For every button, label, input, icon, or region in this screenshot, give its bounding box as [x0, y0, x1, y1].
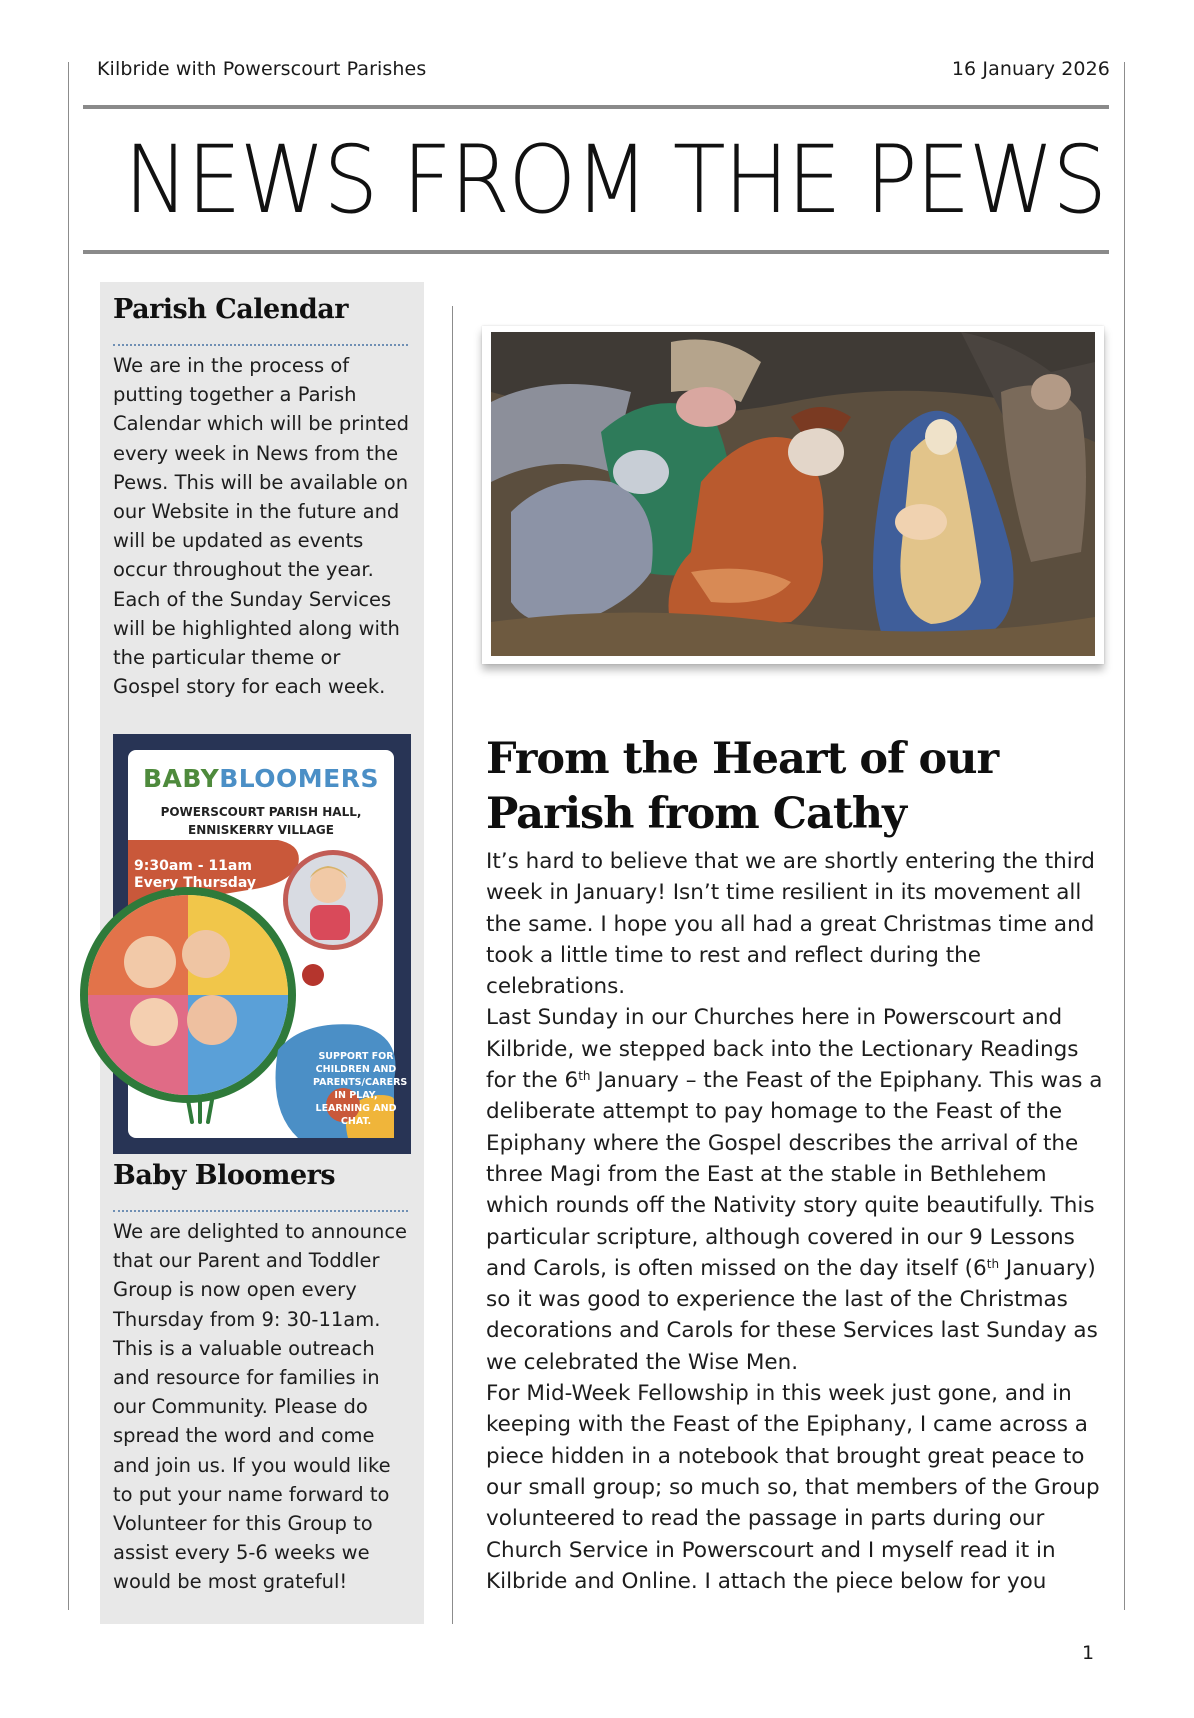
- poster-title-baby: BABY: [142, 764, 220, 793]
- article-paragraph-3: For Mid-Week Fellowship in this week just gone, and in keeping with the Feast of the Epiphany, I came across a piece hidden in a notebook that brought great peace to our small group; so much so, that members of the Group volunteered to read the passage in parts during our Church Service in Powerscourt and I myself read it in Kilbride and Online. I attach the piece below for you: [486, 1381, 1100, 1594]
- baby-face-1: [124, 936, 176, 988]
- nativity-painting-image: [491, 332, 1095, 656]
- calendar-heading: Parish Calendar: [113, 294, 348, 325]
- masthead-title: NEWS FROM THE PEWS: [124, 126, 1106, 235]
- article-paragraph-1: It’s hard to believe that we are shortly entering the third week in January! Isn’t time resilient in its movement all the same. I hope you all had a great Christmas time and took a little time to rest and reflect during the celebrations.: [486, 849, 1095, 1000]
- calendar-dotted-rule: [113, 344, 408, 346]
- epiphany-painting: [482, 326, 1104, 664]
- masthead-rule-bottom: [83, 250, 1109, 254]
- article-title: From the Heart of our Parish from Cathy: [486, 734, 999, 839]
- painting-child: [895, 504, 947, 540]
- poster-time: [134, 858, 256, 892]
- masthead-rule-top: [83, 105, 1109, 109]
- painting-orange-figure-head: [788, 428, 844, 476]
- page-edge-right: [1124, 62, 1125, 1610]
- painting-grey-figure-head: [613, 450, 669, 494]
- calendar-text: We are in the process of putting together a Parish Calendar which will be printed every week in News from the Pews. This will be available on our Website in the future and will be updated as events occur throughout the year. Each of the Sunday Services will be highlighted along with the particular theme or Gospel story for each week.: [113, 354, 410, 699]
- article-body: [486, 846, 1106, 1597]
- baby-face-3: [130, 998, 178, 1046]
- page-number: 1: [1082, 1642, 1095, 1664]
- poster-title-bloomers: BLOOMERS: [219, 764, 379, 793]
- article-paragraph-2-part-b: January – the Feast of the Epiphany. This was a deliberate attempt to pay homage to the Feast of the Epiphany where the Gospel describes the arrival of the three Magi from the East at the stable in Bethlehem which rounds off the Nativity story quite beautifully. This particular scripture, although covered in our 9 Lessons and Carols, is often missed on the day itself (6: [486, 1068, 1103, 1281]
- sidebar: [100, 282, 424, 1624]
- running-header: [97, 58, 1110, 80]
- baby-face-2: [182, 930, 230, 978]
- poster-support-text: SUPPORT FOR CHILDREN AND PARENTS/CARERS IN PLAY, LEARNING AND CHAT.: [313, 1051, 408, 1127]
- article-paragraph-2-part-c: January) so it was good to experience the last of the Christmas decorations and Carols for these Services last Sunday as we celebrated the Wise Men.: [486, 1255, 1098, 1375]
- painting-mary-face: [925, 419, 957, 455]
- baby-bloomers-dotted-rule: [113, 1210, 408, 1212]
- ordinal-suffix: th: [578, 1069, 591, 1084]
- baby-bloomers-text: We are delighted to announce that our Parent and Toddler Group is now open every Thursday from 9: 30-11am. This is a valuable outreach and resource for families in our Community. Please do spread the word and come and join us. If you would like to put your name forward to Volunteer for this Group to assist every 5-6 weeks we would be most grateful!: [113, 1220, 408, 1594]
- poster-card: [128, 750, 408, 1138]
- page-edge-left: [68, 62, 69, 1610]
- column-divider: [452, 306, 453, 1624]
- article-paragraph-2-part-a: Last Sunday in our Churches here in Powerscourt and Kilbride, we stepped back into the Lectionary Readings for the 6: [486, 1005, 1079, 1094]
- painting-green-figure-head: [676, 387, 736, 427]
- parish-name: Kilbride with Powerscourt Parishes: [97, 58, 427, 80]
- poster-red-dot: [302, 964, 324, 986]
- baby-bloomers-poster: [113, 734, 411, 1154]
- poster-venue-line2: ENNISKERRY VILLAGE: [188, 823, 334, 837]
- ordinal-suffix: th: [986, 1256, 1000, 1271]
- toddler-shirt: [310, 905, 350, 940]
- issue-date: 16 January 2026: [951, 58, 1110, 80]
- painting-joseph-head: [1031, 374, 1071, 410]
- article-paragraph-2: [486, 1002, 1106, 1378]
- poster-venue-line1: POWERSCOURT PARISH HALL,: [160, 805, 362, 819]
- poster-time-line1: 9:30am - 11am: [134, 858, 252, 874]
- poster-time-line2: Every Thursday: [134, 875, 256, 891]
- baby-face-4: [187, 995, 237, 1045]
- baby-bloomers-heading: Baby Bloomers: [113, 1160, 336, 1191]
